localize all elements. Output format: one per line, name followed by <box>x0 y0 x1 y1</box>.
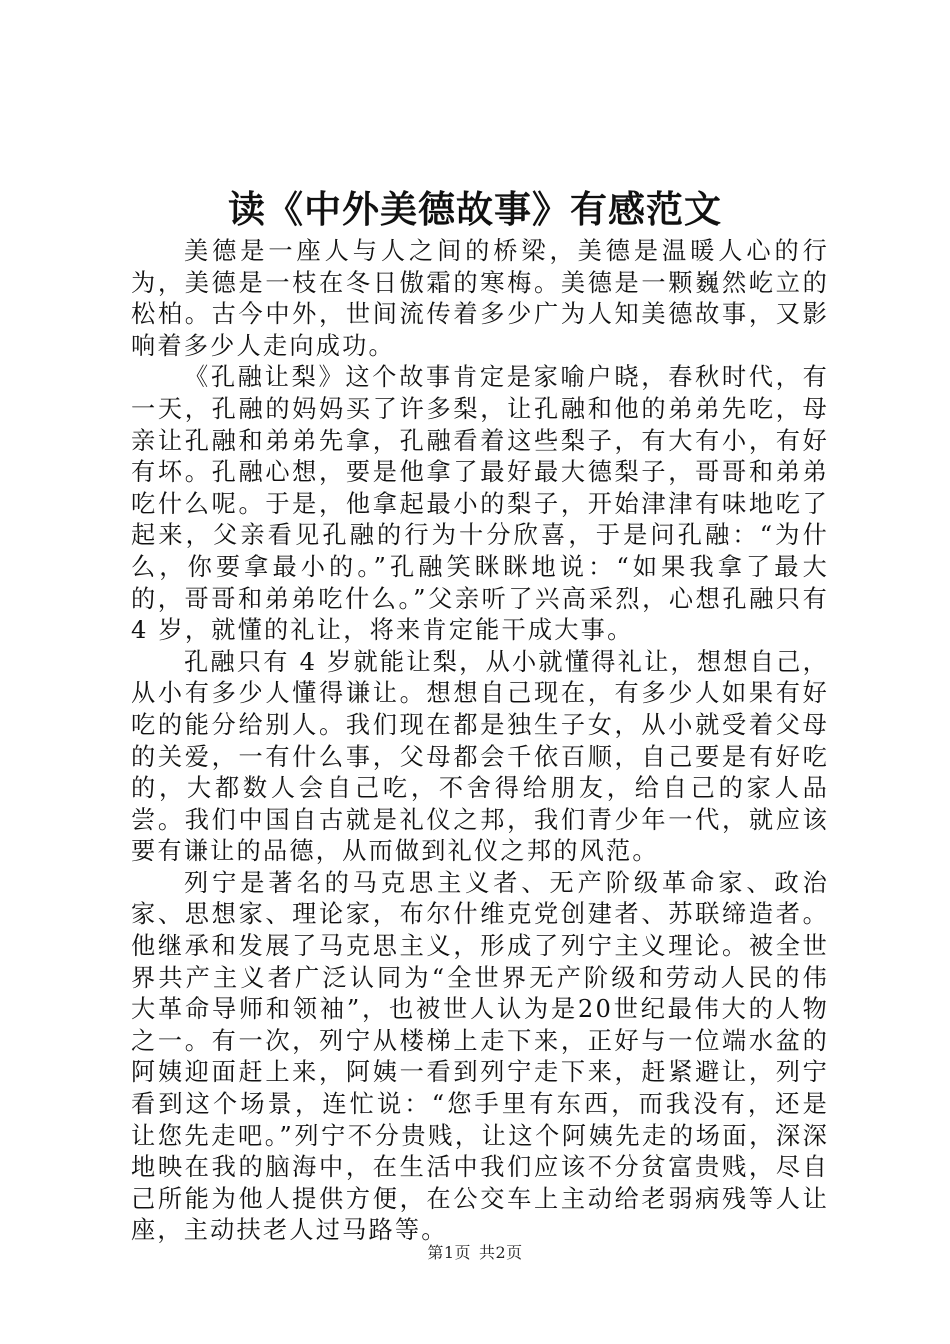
document-body <box>131 236 829 1247</box>
paragraph-lenin-story: 列宁是著名的马克思主义者、无产阶级革命家、政治家、思想家、理论家，布尔什维克党创建者、苏联缔造者。他继承和发展了马克思主义，形成了列宁主义理论。被全世界共产主义者广泛认同为“全世界无产阶级和劳动人民的伟大革命导师和领袖”，也被世人认为是20世纪最伟大的人物之一。有一次，列宁从楼梯上走下来，正好与一位端水盆的阿姨迎面赶上来，阿姨一看到列宁走下来，赶紧避让，列宁看到这个场景，连忙说：“您手里有东西，而我没有，还是让您先走吧。”列宁不分贵贱，让这个阿姨先走的场面，深深地映在我的脑海中，在生活中我们应该不分贫富贵贱，尽自己所能为他人提供方便，在公交车上主动给老弱病残等人让座，主动扶老人过马路等。 <box>131 868 829 1245</box>
paragraph-intro: 美德是一座人与人之间的桥梁，美德是温暖人心的行为，美德是一枝在冬日傲霜的寒梅。美德是一颗巍然屹立的松柏。古今中外，世间流传着多少广为人知美德故事，又影响着多少人走向成功。 <box>131 237 829 360</box>
page-footer <box>0 1243 950 1263</box>
paragraph-reflection: 孔融只有 4 岁就能让梨，从小就懂得礼让，想想自己，从小有多少人懂得谦让。想想自己现在，有多少人如果有好吃的能分给别人。我们现在都是独生子女，从小就受着父母的关爱，一有什么事，父母都会千依百顺，自己要是有好吃的，大都数人会自己吃，不舍得给朋友，给自己的家人品尝。我们中国自古就是礼仪之邦，我们青少年一代，就应该要有谦让的品德，从而做到礼仪之邦的风范。 <box>131 647 829 866</box>
page-number: 第1页 <box>427 1243 471 1262</box>
document-title: 读《中外美德故事》有感范文 <box>228 187 722 231</box>
paragraph-kong-rong-story: 《孔融让梨》这个故事肯定是家喻户晓，春秋时代，有一天，孔融的妈妈买了许多梨，让孔融和他的弟弟先吃，母亲让孔融和弟弟先拿，孔融看着这些梨子，有大有小，有好有坏。孔融心想，要是他拿了最好最大德梨子，哥哥和弟弟吃什么呢。于是，他拿起最小的梨子，开始津津有味地吃了起来，父亲看见孔融的行为十分欣喜，于是问孔融：“为什么，你要拿最小的。”孔融笑眯眯地说：“如果我拿了最大的，哥哥和弟弟吃什么。”父亲听了兴高采烈，心想孔融只有 4 岁，就懂的礼让，将来肯定能干成大事。 <box>131 363 829 645</box>
page-total: 共2页 <box>479 1243 523 1262</box>
